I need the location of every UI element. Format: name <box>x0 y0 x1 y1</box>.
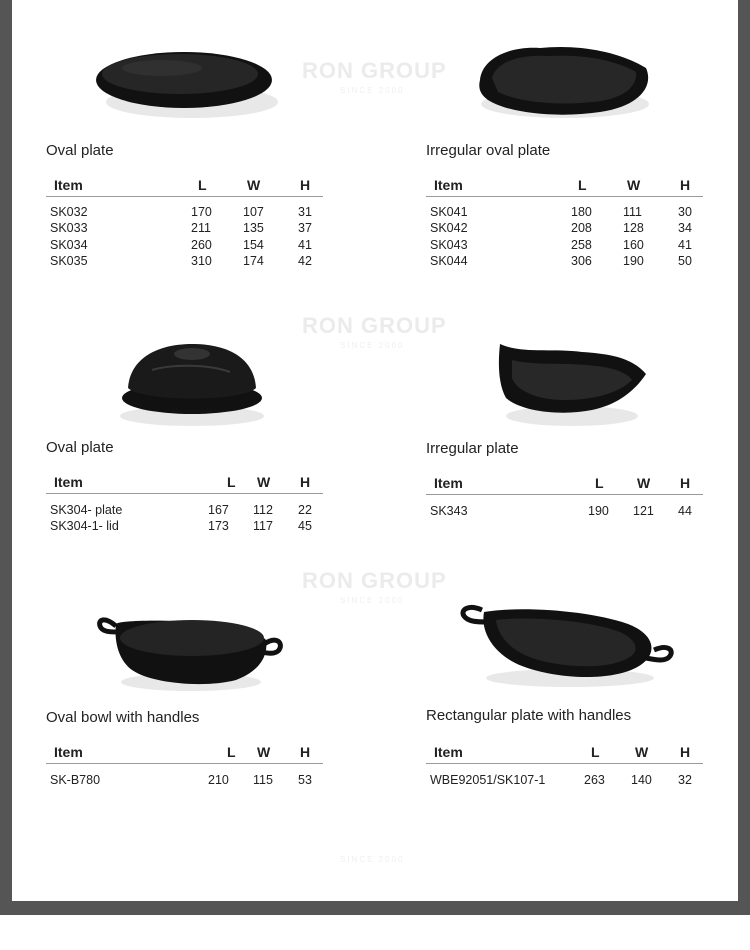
cell-length: 211 <box>191 221 211 235</box>
watermark-brand: RON GROUP <box>302 313 447 338</box>
cell-length: 263 <box>584 773 605 787</box>
oval-plate-image <box>92 40 292 130</box>
table-row <box>46 519 323 535</box>
cell-height: 30 <box>678 205 692 219</box>
header-item: Item <box>434 475 463 491</box>
header-item: Item <box>434 744 463 760</box>
table-row <box>46 221 323 237</box>
cell-width: 117 <box>253 519 273 533</box>
irregular-oval-plate-image <box>470 38 660 128</box>
cell-width: 154 <box>243 238 264 252</box>
header-width: W <box>637 475 651 491</box>
header-height: H <box>300 177 311 193</box>
cell-item: SK035 <box>50 254 88 268</box>
cell-width: 174 <box>243 254 264 268</box>
cell-item: WBE92051/SK107-1 <box>430 773 546 787</box>
rectangular-plate-image <box>458 600 678 692</box>
cell-width: 140 <box>631 773 652 787</box>
table-row <box>46 503 323 519</box>
cell-height: 44 <box>678 504 692 518</box>
product-title: Oval plate <box>46 439 114 456</box>
table-row <box>46 254 323 270</box>
cell-height: 42 <box>298 254 312 268</box>
table-row <box>426 221 703 237</box>
header-width: W <box>627 177 641 193</box>
table-row <box>46 238 323 254</box>
header-length: L <box>595 475 604 491</box>
header-width: W <box>635 744 649 760</box>
cell-item: SK033 <box>50 221 88 235</box>
table-header <box>426 741 703 764</box>
header-item: Item <box>54 474 83 490</box>
cell-length: 180 <box>571 205 592 219</box>
table-header <box>426 472 703 495</box>
header-width: W <box>257 744 271 760</box>
table-row <box>46 773 323 789</box>
header-height: H <box>300 744 311 760</box>
oval-plate-lid-image <box>112 336 272 432</box>
table-row <box>426 205 703 221</box>
table-row <box>426 238 703 254</box>
watermark-since: SINCE 2000 <box>340 596 405 605</box>
cell-height: 31 <box>298 205 312 219</box>
table-header <box>46 174 323 197</box>
cell-length: 167 <box>208 503 229 517</box>
table-header <box>46 471 323 494</box>
cell-width: 107 <box>243 205 264 219</box>
header-length: L <box>227 474 236 490</box>
header-item: Item <box>54 177 83 193</box>
watermark-since: SINCE 2000 <box>340 341 405 350</box>
header-height: H <box>680 475 691 491</box>
cell-length: 208 <box>571 221 592 235</box>
cell-width: 128 <box>623 221 644 235</box>
header-width: W <box>247 177 261 193</box>
cell-item: SK044 <box>430 254 468 268</box>
header-length: L <box>227 744 236 760</box>
cell-length: 306 <box>571 254 592 268</box>
cell-width: 115 <box>253 773 273 787</box>
cell-length: 260 <box>191 238 212 252</box>
product-title: Irregular oval plate <box>426 142 551 159</box>
irregular-plate-image <box>492 338 652 430</box>
cell-width: 190 <box>623 254 644 268</box>
header-length: L <box>591 744 600 760</box>
table-header <box>426 174 703 197</box>
cell-length: 210 <box>208 773 229 787</box>
header-height: H <box>680 177 691 193</box>
product-title: Rectangular plate with handles <box>426 707 632 724</box>
table-header <box>46 741 323 764</box>
cell-item: SK-B780 <box>50 773 101 787</box>
cell-height: 37 <box>298 221 312 235</box>
cell-width: 112 <box>253 503 273 517</box>
header-height: H <box>680 744 691 760</box>
header-length: L <box>578 177 587 193</box>
cell-length: 310 <box>191 254 212 268</box>
watermark-since: SINCE 2000 <box>340 86 405 95</box>
cell-height: 22 <box>298 503 312 517</box>
cell-item: SK343 <box>430 504 468 518</box>
cell-item: SK304-1- lid <box>50 519 119 533</box>
cell-length: 190 <box>588 504 609 518</box>
cell-length: 258 <box>571 238 592 252</box>
table-row <box>426 504 703 520</box>
cell-height: 32 <box>678 773 692 787</box>
oval-bowl-image <box>96 604 286 694</box>
header-item: Item <box>434 177 463 193</box>
cell-width: 135 <box>243 221 264 235</box>
bottom-margin <box>0 915 750 950</box>
cell-item: SK042 <box>430 221 468 235</box>
cell-height: 53 <box>298 773 312 787</box>
cell-item: SK032 <box>50 205 88 219</box>
watermark-brand: RON GROUP <box>302 568 447 593</box>
cell-height: 41 <box>298 238 312 252</box>
header-length: L <box>198 177 207 193</box>
cell-length: 170 <box>191 205 212 219</box>
watermark-brand: RON GROUP <box>302 58 447 83</box>
table-row <box>426 773 703 789</box>
cell-height: 34 <box>678 221 692 235</box>
header-height: H <box>300 474 311 490</box>
cell-item: SK043 <box>430 238 468 252</box>
header-width: W <box>257 474 271 490</box>
table-row <box>426 254 703 270</box>
cell-length: 173 <box>208 519 229 533</box>
cell-width: 121 <box>633 504 654 518</box>
cell-item: SK034 <box>50 238 88 252</box>
product-title: Oval bowl with handles <box>46 709 200 726</box>
cell-height: 45 <box>298 519 312 533</box>
cell-item: SK041 <box>430 205 468 219</box>
table-row <box>46 205 323 221</box>
cell-width: 111 <box>623 205 643 219</box>
catalog-sheet <box>12 0 738 901</box>
cell-height: 50 <box>678 254 692 268</box>
cell-item: SK304- plate <box>50 503 123 517</box>
header-item: Item <box>54 744 83 760</box>
product-title: Oval plate <box>46 142 114 159</box>
watermark-since: SINCE 2000 <box>340 855 405 864</box>
cell-height: 41 <box>678 238 692 252</box>
cell-width: 160 <box>623 238 644 252</box>
product-title: Irregular plate <box>426 440 519 457</box>
